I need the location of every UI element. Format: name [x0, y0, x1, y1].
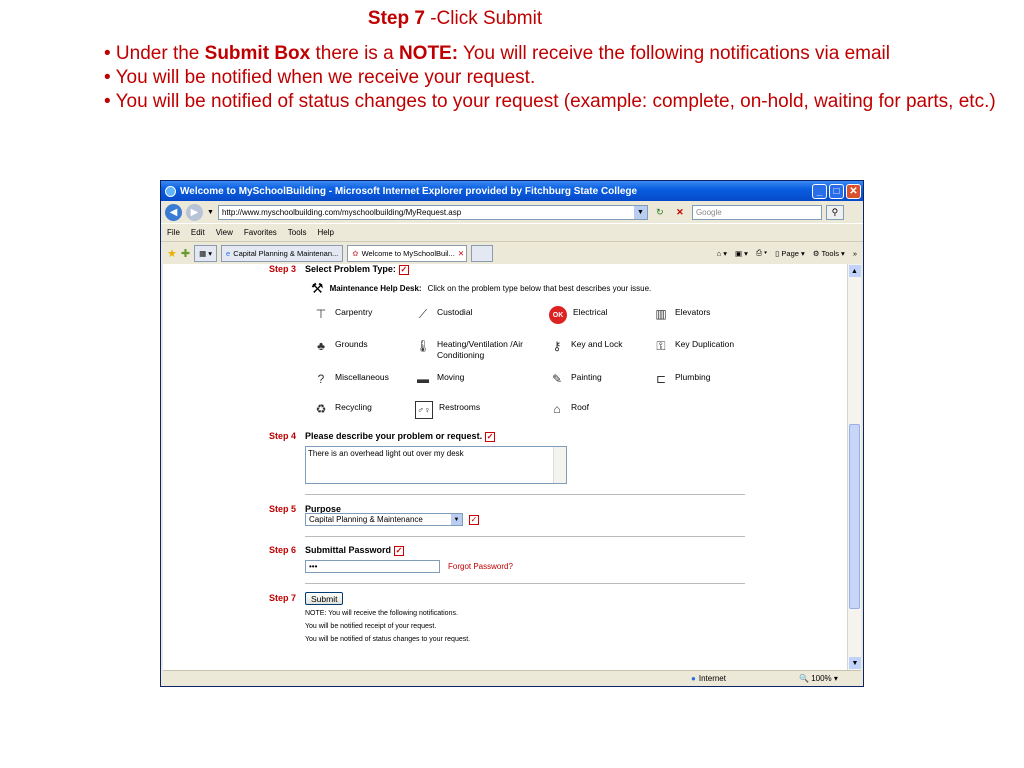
problem-key-and-lock[interactable] [549, 338, 623, 354]
problem-label: Recycling [335, 402, 372, 412]
browser-window [160, 180, 864, 687]
minimize-button[interactable]: _ [812, 184, 827, 199]
required-check-icon: ✓ [486, 431, 494, 441]
menu-favorites[interactable]: Favorites [243, 228, 277, 237]
problem-hvac[interactable] [415, 338, 537, 361]
problem-type-label-text: Select Problem Type: [305, 264, 396, 274]
required-check-icon: ✓ [395, 545, 403, 555]
problem-label: Elevators [675, 307, 711, 317]
elevator-icon: ▥ [655, 307, 667, 321]
problem-recycling[interactable] [313, 401, 372, 417]
forgot-password-link[interactable]: Forgot Password? [448, 562, 513, 571]
page-menu-label: Page [781, 248, 799, 258]
home-icon[interactable]: ⌂ ▾ [716, 248, 727, 258]
key-dup-icon: ⚿ [656, 338, 666, 353]
password-label [305, 545, 404, 556]
zoom-control[interactable]: 🔍 100% ▾ [799, 673, 838, 683]
command-bar [717, 248, 863, 258]
bullet-3: • You will be notified of status changes to your request (example: complete, on-hold, waiting for parts, etc.) [104, 91, 996, 112]
problem-miscellaneous[interactable] [313, 371, 389, 387]
add-favorite-icon[interactable]: ✚ [180, 247, 191, 260]
faucet-icon: ⊏ [655, 372, 667, 386]
new-tab-button[interactable] [471, 245, 493, 262]
menu-view[interactable]: View [215, 228, 233, 237]
slide-title-rest: -Click Submit [424, 8, 543, 29]
problem-label: Grounds [335, 339, 368, 349]
page-menu[interactable]: ▯ Page ▾ [775, 248, 805, 258]
problem-label: Miscellaneous [335, 372, 389, 382]
note-line-3: You will be notified of status changes to your request. [305, 636, 471, 643]
globe-icon: ● [691, 673, 696, 683]
stop-icon[interactable]: ✕ [676, 206, 684, 217]
close-tab-icon[interactable]: ✕ [457, 248, 465, 258]
menu-help[interactable]: Help [317, 228, 334, 237]
security-zone [691, 674, 726, 683]
nav-dropdown-icon[interactable]: ▼ [207, 208, 214, 216]
close-window-button[interactable]: ✕ [846, 184, 861, 199]
ok-icon: OK [549, 306, 567, 324]
required-check-icon: ✓ [470, 515, 478, 524]
maximize-button[interactable]: □ [829, 184, 844, 199]
problem-plumbing[interactable] [653, 371, 710, 387]
page-content [163, 264, 847, 670]
forward-button[interactable]: ▶ [186, 204, 203, 221]
feeds-icon[interactable]: ▣ ▾ [735, 248, 748, 258]
step5-label: Step 5 [269, 504, 297, 514]
help-desk-title: Maintenance Help Desk: [329, 284, 422, 293]
slide-title [0, 8, 910, 30]
key-icon: ⚷ [552, 339, 562, 353]
paintbrush-icon: ✎ [551, 372, 563, 386]
note-line-2: You will be notified receipt of your request. [305, 623, 437, 630]
search-placeholder: Google [695, 207, 722, 217]
textarea-scrollbar[interactable] [553, 447, 566, 483]
menu-file[interactable]: File [167, 228, 180, 237]
hammer-icon: ⊤ [315, 307, 327, 321]
problem-label: Plumbing [675, 372, 711, 382]
status-bar [163, 670, 861, 685]
truck-icon: ▬ [417, 372, 429, 386]
divider [305, 536, 745, 537]
problem-label: Key Duplication [675, 339, 735, 349]
tab-label: Welcome to MySchoolBuil... [361, 248, 455, 258]
purpose-value: Capital Planning & Maintenance [309, 515, 423, 524]
tab-label: Capital Planning & Maintenan... [233, 248, 339, 258]
description-textarea[interactable] [305, 446, 567, 484]
bullet-1-bold2: NOTE: [398, 43, 459, 64]
recycle-icon: ♻ [315, 402, 327, 416]
divider [305, 583, 745, 584]
problem-label: Moving [437, 372, 465, 382]
step3-label: Step 3 [269, 264, 297, 274]
address-dropdown-icon[interactable]: ▼ [634, 206, 647, 219]
zone-label: Internet [698, 673, 726, 683]
problem-label: Electrical [573, 307, 608, 317]
step7-label: Step 7 [269, 593, 297, 603]
refresh-icon[interactable]: ↻ [656, 206, 664, 217]
password-label-text: Submittal Password [305, 545, 392, 555]
problem-painting[interactable] [549, 371, 602, 387]
problem-carpentry[interactable] [313, 306, 372, 322]
roof-icon: ⌂ [553, 402, 561, 416]
problem-label: Heating/Ventilation /Air Conditioning [437, 339, 523, 360]
help-desk-icon: ⚒ [311, 280, 324, 296]
search-icon[interactable]: ⚲ [826, 205, 844, 220]
problem-label: Key and Lock [571, 339, 623, 349]
scroll-down-icon[interactable]: ▼ [849, 657, 861, 669]
problem-electrical[interactable] [549, 306, 607, 324]
menu-tools[interactable]: Tools [287, 228, 307, 237]
problem-elevators[interactable] [653, 306, 710, 322]
help-desk-header [311, 280, 651, 297]
print-icon[interactable]: ⎙ ▾ [755, 248, 768, 257]
problem-label: Roof [571, 402, 589, 412]
problem-grounds[interactable] [313, 338, 368, 354]
purpose-label: Purpose [305, 504, 342, 514]
note-line-1: NOTE: You will receive the following notifications. [305, 610, 458, 617]
favorites-star-icon[interactable]: ★ [167, 247, 177, 260]
problem-label: Custodial [437, 307, 473, 317]
step6-label: Step 6 [269, 545, 297, 555]
ie-page-icon: e [226, 248, 231, 258]
problem-label: Restrooms [439, 402, 481, 412]
tab-welcome[interactable] [347, 245, 467, 262]
address-bar-row [161, 201, 863, 223]
broom-icon: ⟋ [418, 306, 428, 321]
password-value: ••• [309, 562, 318, 571]
tools-menu-label: Tools [821, 248, 839, 258]
question-icon: ? [317, 372, 325, 386]
problem-label: Carpentry [335, 307, 373, 317]
problem-roof[interactable] [549, 401, 589, 417]
scroll-thumb[interactable] [849, 424, 860, 609]
restroom-icon: ♂♀ [415, 401, 433, 419]
quick-tabs-button[interactable]: ▦ ▾ [194, 245, 217, 262]
tab-capital-planning[interactable] [221, 245, 343, 262]
address-field[interactable] [218, 205, 648, 220]
tools-menu[interactable]: ⚙ Tools ▾ [812, 248, 845, 258]
bullet-2: • You will be notified when we receive your request. [104, 67, 536, 88]
page-icon: ✿ [352, 248, 359, 258]
window-titlebar [161, 181, 863, 201]
page-scrollbar[interactable] [847, 264, 861, 670]
bullet-1-mid: there is a [310, 43, 399, 64]
bullet-1-post: You will receive the following notifications via email [458, 43, 890, 64]
bullet-1-pre: • Under the [104, 43, 205, 64]
zoom-level: 100% [811, 673, 832, 683]
problem-restrooms[interactable] [415, 401, 480, 419]
purpose-select[interactable] [305, 513, 463, 526]
scroll-up-icon[interactable]: ▲ [849, 265, 861, 277]
describe-label-text: Please describe your problem or request. [305, 431, 483, 441]
bullet-1 [104, 42, 1004, 66]
problem-custodial[interactable] [415, 306, 472, 322]
describe-label [305, 431, 495, 442]
tab-bar [161, 241, 863, 264]
window-title: Welcome to MySchoolBuilding - Microsoft Internet Explorer provided by Fitchburg State College [180, 185, 638, 197]
description-text: There is an overhead light out over my desk [308, 449, 464, 458]
slide-title-step: Step 7 [367, 8, 425, 29]
help-desk-instructions: Click on the problem type below that best describes your issue. [427, 284, 652, 293]
slide-bullets [104, 42, 1004, 114]
more-icon[interactable]: » [852, 248, 857, 258]
chevron-down-icon[interactable]: ▼ [451, 514, 462, 525]
problem-label: Painting [571, 372, 602, 382]
problem-key-duplication[interactable] [653, 338, 734, 354]
divider [305, 494, 745, 495]
problem-moving[interactable] [415, 371, 464, 387]
submit-button[interactable]: Submit [305, 592, 343, 605]
bullet-1-bold1: Submit Box [204, 43, 311, 64]
step4-label: Step 4 [269, 431, 297, 441]
required-check-icon: ✓ [400, 264, 408, 274]
menu-bar [161, 223, 863, 241]
menu-edit[interactable]: Edit [190, 228, 205, 237]
password-field[interactable] [305, 560, 440, 573]
thermometer-icon: 🌡 [415, 339, 431, 353]
problem-type-label [305, 264, 409, 275]
url-text: http://www.myschoolbuilding.com/myschoolbuilding/MyRequest.asp [221, 207, 462, 217]
grounds-icon: ♣ [317, 339, 325, 353]
back-button[interactable]: ◀ [165, 204, 182, 221]
ie-logo-icon [165, 186, 176, 197]
search-input[interactable] [692, 205, 822, 220]
